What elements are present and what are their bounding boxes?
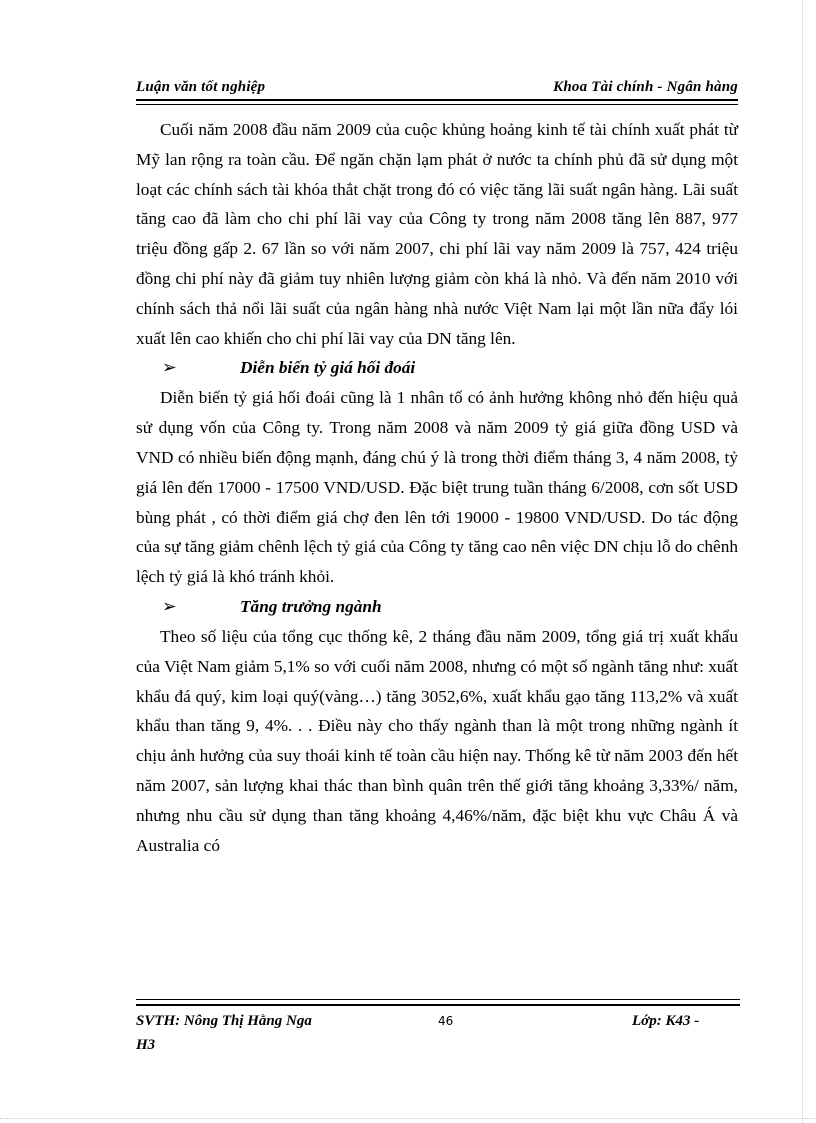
paragraph-industry-growth: Theo số liệu của tổng cục thống kê, 2 tháng đầu năm 2009, tổng giá trị xuất khẩu của Việt Nam giảm 5,1% so với cuối năm 2008, nhưng có một số ngành tăng như: xuất khẩu đá quý, kim loại quý(vàng…) tăng 3052,6%, xuất khẩu gạo tăng 113,2% và xuất khẩu than tăng 9, 4%. . . Điều này cho thấy ngành than là một trong những ngành ít chịu ảnh hưởng của suy thoái kinh tế toàn cầu hiện nay. Thống kê từ năm 2003 đến hết năm 2007, sản lượng khai thác than bình quân trên thế giới tăng khoảng 3,33%/ năm, nhưng nhu cầu sử dụng than tăng khoảng 4,46%/năm, đặc biệt khu vực Châu Á và Australia có: [136, 626, 738, 855]
section-title-exchange-rate: Diễn biến tỷ giá hối đoái: [240, 358, 416, 378]
section-title-industry-growth: Tăng trưởng ngành: [240, 596, 382, 616]
header-thesis-label: Luận văn tốt nghiệp: [136, 79, 266, 95]
section-heading-exchange-rate: [136, 353, 738, 383]
arrow-bullet-icon: ➢: [162, 596, 177, 616]
arrow-bullet-icon: ➢: [162, 358, 177, 378]
header-rule: [136, 99, 738, 105]
paragraph-interest-rate: Cuối năm 2008 đầu năm 2009 của cuộc khủng hoảng kinh tế tài chính xuất phát từ Mỹ lan rộng ra toàn cầu. Để ngăn chặn lạm phát ở nước ta chính phủ đã sử dụng một loạt các chính sách tài khóa thắt chặt trong đó có việc tăng lãi suất ngân hàng. Lãi suất tăng cao đã làm cho chi phí lãi vay của Công ty trong năm 2008 tăng lên 887, 977 triệu đồng gấp 2. 67 lần so với năm 2007, chi phí lãi vay năm 2009 là 757, 424 triệu đồng chi phí này đã giảm tuy nhiên lượng giảm còn khá là nhỏ. Và đến năm 2010 với chính sách thả nổi lãi suất của ngân hàng nhà nước Việt Nam lại một lần nữa đẩy lói xuất lên cao khiến cho chi phí lãi vay của DN tăng lên.: [136, 120, 738, 348]
page-number: 46: [438, 1014, 454, 1028]
footer-class-continued: H3: [136, 1037, 156, 1053]
page-header: [136, 79, 738, 99]
footer-student: SVTH: Nông Thị Hằng Nga: [136, 1013, 312, 1029]
header-faculty-label: Khoa Tài chính - Ngân hàng: [553, 79, 738, 95]
paragraph-exchange-rate: Diễn biến tỷ giá hối đoái cũng là 1 nhân tố có ảnh hưởng không nhỏ đến hiệu quả sử dụng vốn của Công ty. Trong năm 2008 và năm 2009 tỷ giá giữa đồng USD và VND có nhiều biến động mạnh, đáng chú ý là trong thời điểm tháng 3, 4 năm 2008, tỷ giá lên đến 17000 - 17500 VND/USD. Đặc biệt trung tuần tháng 6/2008, cơn sốt USD bùng phát , có thời điểm giá chợ đen lên tới 19000 - 19800 VND/USD. Do tác động của sự tăng giảm chênh lệch tỷ giá của Công ty tăng cao nên việc DN chịu lỗ do chênh lệch tỷ giá là khó tránh khỏi.: [136, 388, 738, 587]
footer-rule: [136, 999, 740, 1006]
page-body: [136, 115, 738, 860]
footer-class: Lớp: K43 -: [632, 1013, 700, 1029]
section-heading-industry-growth: [136, 592, 738, 622]
page-edge-marker: [0, 1118, 816, 1119]
page-edge-marker: [802, 0, 803, 1123]
